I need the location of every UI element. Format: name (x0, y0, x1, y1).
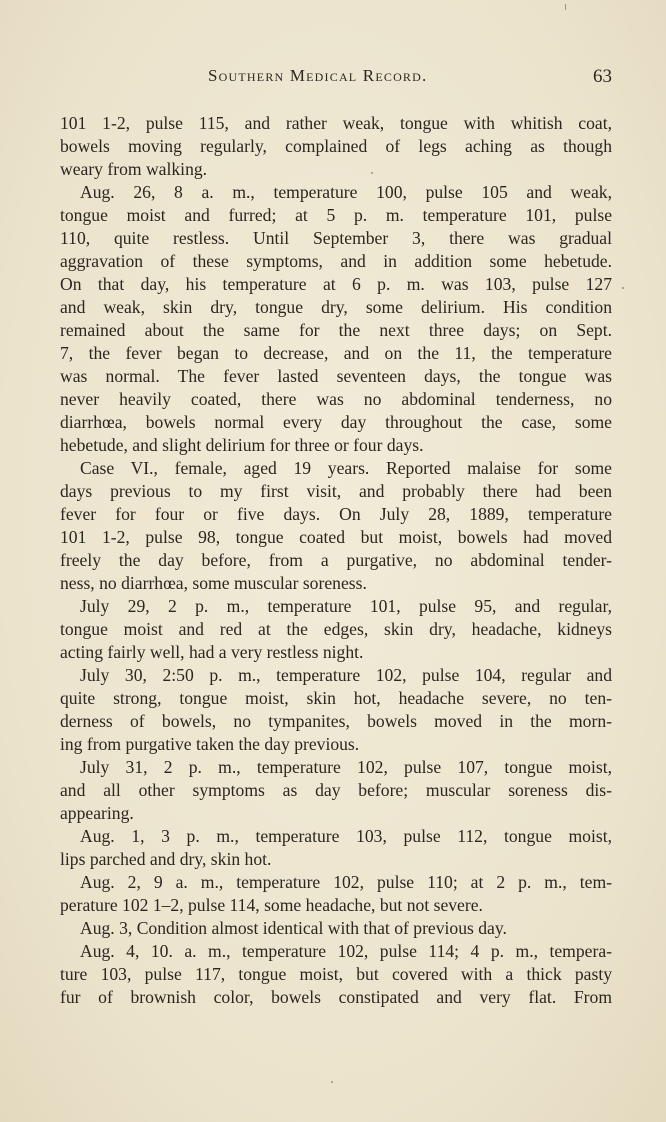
text-line: freely the day before, from a purgative, no abdominal tender- (60, 550, 612, 570)
text-line: Aug. 3, Condition almost identical with that of previous day. (80, 918, 507, 938)
text-line: July 29, 2 p. m., temperature 101, pulse 95, and regular, (80, 596, 612, 616)
text-line: fur of brownish color, bowels constipated and very flat. From (60, 987, 612, 1007)
text-line: appearing. (60, 803, 134, 823)
paper-speck (565, 4, 566, 10)
text-line: 110, quite restless. Until September 3, there was gradual (60, 228, 612, 248)
text-line: hebetude, and slight delirium for three or four days. (60, 435, 424, 455)
text-line: days previous to my first visit, and probably there had been (60, 481, 612, 501)
text-line: acting fairly well, had a very restless night. (60, 642, 364, 662)
text-line-case-heading: Case VI., female, aged 19 years. Reported malaise for some (80, 458, 612, 478)
text-line: lips parched and dry, skin hot. (60, 849, 272, 869)
text-line: ture 103, pulse 117, tongue moist, but covered with a thick pasty (60, 964, 612, 984)
text-line: remained about the same for the next three days; on Sept. (60, 320, 612, 340)
text-line: aggravation of these symptoms, and in addition some hebetude. (60, 251, 612, 271)
text-line: perature 102 1–2, pulse 114, some headache, but not severe. (60, 895, 483, 915)
page-number: 63 (593, 66, 612, 87)
text-line: and weak, skin dry, tongue dry, some delirium. His condition (60, 297, 612, 317)
paper-speck (371, 172, 373, 174)
paper-speck (622, 287, 624, 289)
text-line: 7, the fever began to decrease, and on the 11, the temperature (60, 343, 612, 363)
text-line: quite strong, tongue moist, skin hot, headache severe, no ten- (60, 688, 612, 708)
running-head: Southern Medical Record. (208, 66, 428, 85)
text-line: never heavily coated, there was no abdominal tenderness, no (60, 389, 612, 409)
text-line: July 31, 2 p. m., temperature 102, pulse 107, tongue moist, (80, 757, 612, 777)
text-line: tongue moist and red at the edges, skin dry, headache, kidneys (60, 619, 612, 639)
text-line: tongue moist and furred; at 5 p. m. temperature 101, pulse (60, 205, 612, 225)
text-line: Aug. 2, 9 a. m., temperature 102, pulse 110; at 2 p. m., tem- (80, 872, 612, 892)
text-line: derness of bowels, no tympanites, bowels moved in the morn- (60, 711, 612, 731)
text-line: was normal. The fever lasted seventeen days, the tongue was (60, 366, 612, 386)
text-line: diarrhœa, bowels normal every day throughout the case, some (60, 412, 612, 432)
text-line: 101 1-2, pulse 98, tongue coated but moist, bowels had moved (60, 527, 612, 547)
text-line: On that day, his temperature at 6 p. m. was 103, pulse 127 (60, 274, 612, 294)
text-line: 101 1-2, pulse 115, and rather weak, tongue with whitish coat, (60, 113, 612, 133)
text-line: Aug. 4, 10. a. m., temperature 102, pulse 114; 4 p. m., tempera- (80, 941, 612, 961)
text-line: July 30, 2:50 p. m., temperature 102, pulse 104, regular and (80, 665, 612, 685)
paper-speck (331, 1081, 333, 1083)
text-line: Aug. 1, 3 p. m., temperature 103, pulse 112, tongue moist, (80, 826, 612, 846)
text-line: weary from walking. (60, 159, 208, 179)
text-line: ing from purgative taken the day previous. (60, 734, 360, 754)
text-line: fever for four or five days. On July 28, 1889, temperature (60, 504, 612, 524)
text-line: bowels moving regularly, complained of legs aching as though (60, 136, 612, 156)
text-line: Aug. 26, 8 a. m., temperature 100, pulse 105 and weak, (80, 182, 612, 202)
text-line: and all other symptoms as day before; muscular soreness dis- (60, 780, 612, 800)
page-header (60, 66, 612, 96)
body-text (60, 112, 612, 1009)
text-line: ness, no diarrhœa, some muscular soreness. (60, 573, 367, 593)
